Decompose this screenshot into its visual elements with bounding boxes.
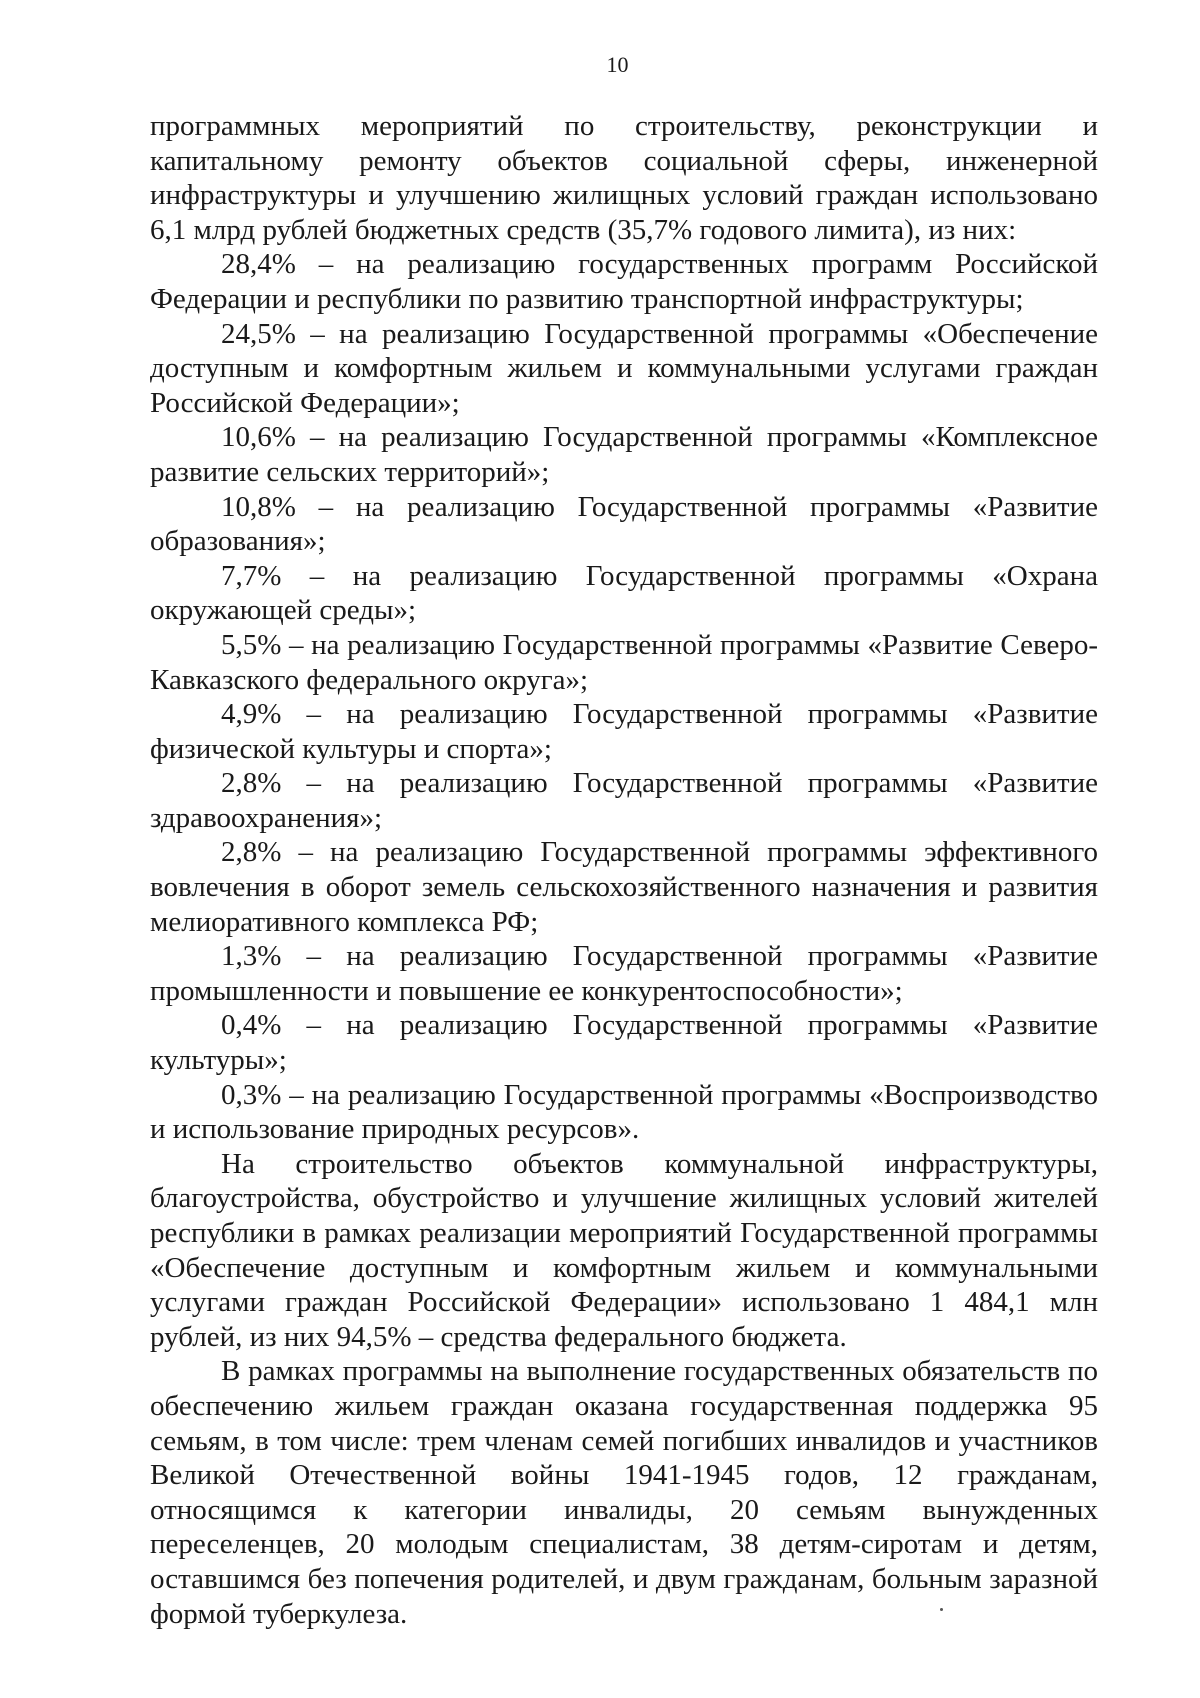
paragraph-rural-development: 10,6% – на реализацию Государственной программы «Комплексное развитие сельских территорий»; xyxy=(150,421,1098,488)
paragraph-transport-infrastructure: 28,4% – на реализацию государственных программ Российской Федерации и республики по развитию транспортной инфраструктуры; xyxy=(150,248,1098,315)
paragraph-north-caucasus: 5,5% – на реализацию Государственной программы «Развитие Северо-Кавказского федерального округа»; xyxy=(150,628,1098,696)
paragraph-education: 10,8% – на реализацию Государственной программы «Развитие образования»; xyxy=(150,490,1098,558)
paragraph-industry: 1,3% – на реализацию Государственной программы «Развитие промышленности и повышение ее конкурентоспособности»; xyxy=(150,940,1098,1007)
paragraph-housing-support: В рамках программы на выполнение государственных обязательств по обеспечению жильем граждан оказана государственная поддержка 95 семьям, в том числе: трем членам семей погибших инвалидов и участников Великой Отечественной войны 1941-1945 годов, 12 гражданам, относящимся к категории инвалиды, 20 семьям вынужденных переселенцев, 20 молодым специалистам, 38 детям-сиротам и детям, оставшимся без попечения родителей, и двум гражданам, больным заразной формой туберкулеза. xyxy=(150,1355,1098,1630)
paragraph-healthcare: 2,8% – на реализацию Государственной программы «Развитие здравоохранения»; xyxy=(150,767,1098,834)
paragraph-culture: 0,4% – на реализацию Государственной программы «Развитие культуры»; xyxy=(150,1009,1098,1077)
paragraph-environment: 7,7% – на реализацию Государственной программы «Охрана окружающей среды»; xyxy=(150,559,1098,627)
paragraph-land-reclamation: 2,8% – на реализацию Государственной программы эффективного вовлечения в оборот земель сельскохозяйственного назначения и развития мелиоративного комплекса РФ; xyxy=(150,836,1098,938)
paragraph-continuation: программных мероприятий по строительству, реконструкции и капитальному ремонту объектов социальной сферы, инженерной инфраструктуры и улучшению жилищных условий граждан использовано 6,1 млрд рублей бюджетных средств (35,7% годового лимита), из них: xyxy=(150,110,1098,246)
page-number: 10 xyxy=(606,52,629,77)
paragraph-housing-program: 24,5% – на реализацию Государственной программы «Обеспечение доступным и комфортным жильем и коммунальными услугами граждан Российской Федерации»; xyxy=(150,317,1098,419)
paragraph-communal-infrastructure: На строительство объектов коммунальной инфраструктуры, благоустройства, обустройство и улучшение жилищных условий жителей республики в рамках реализации мероприятий Государственной программы «Обеспечение доступным и комфортным жильем и коммунальными услугами граждан Российской Федерации» использовано 1 484,1 млн рублей, из них 94,5% – средства федерального бюджета. xyxy=(150,1147,1098,1353)
paragraph-natural-resources: 0,3% – на реализацию Государственной программы «Воспроизводство и использование природных ресурсов». xyxy=(150,1078,1098,1146)
paragraph-sport: 4,9% – на реализацию Государственной программы «Развитие физической культуры и спорта»; xyxy=(150,698,1098,765)
document-body xyxy=(150,109,1098,1631)
scan-speck xyxy=(940,1608,943,1611)
